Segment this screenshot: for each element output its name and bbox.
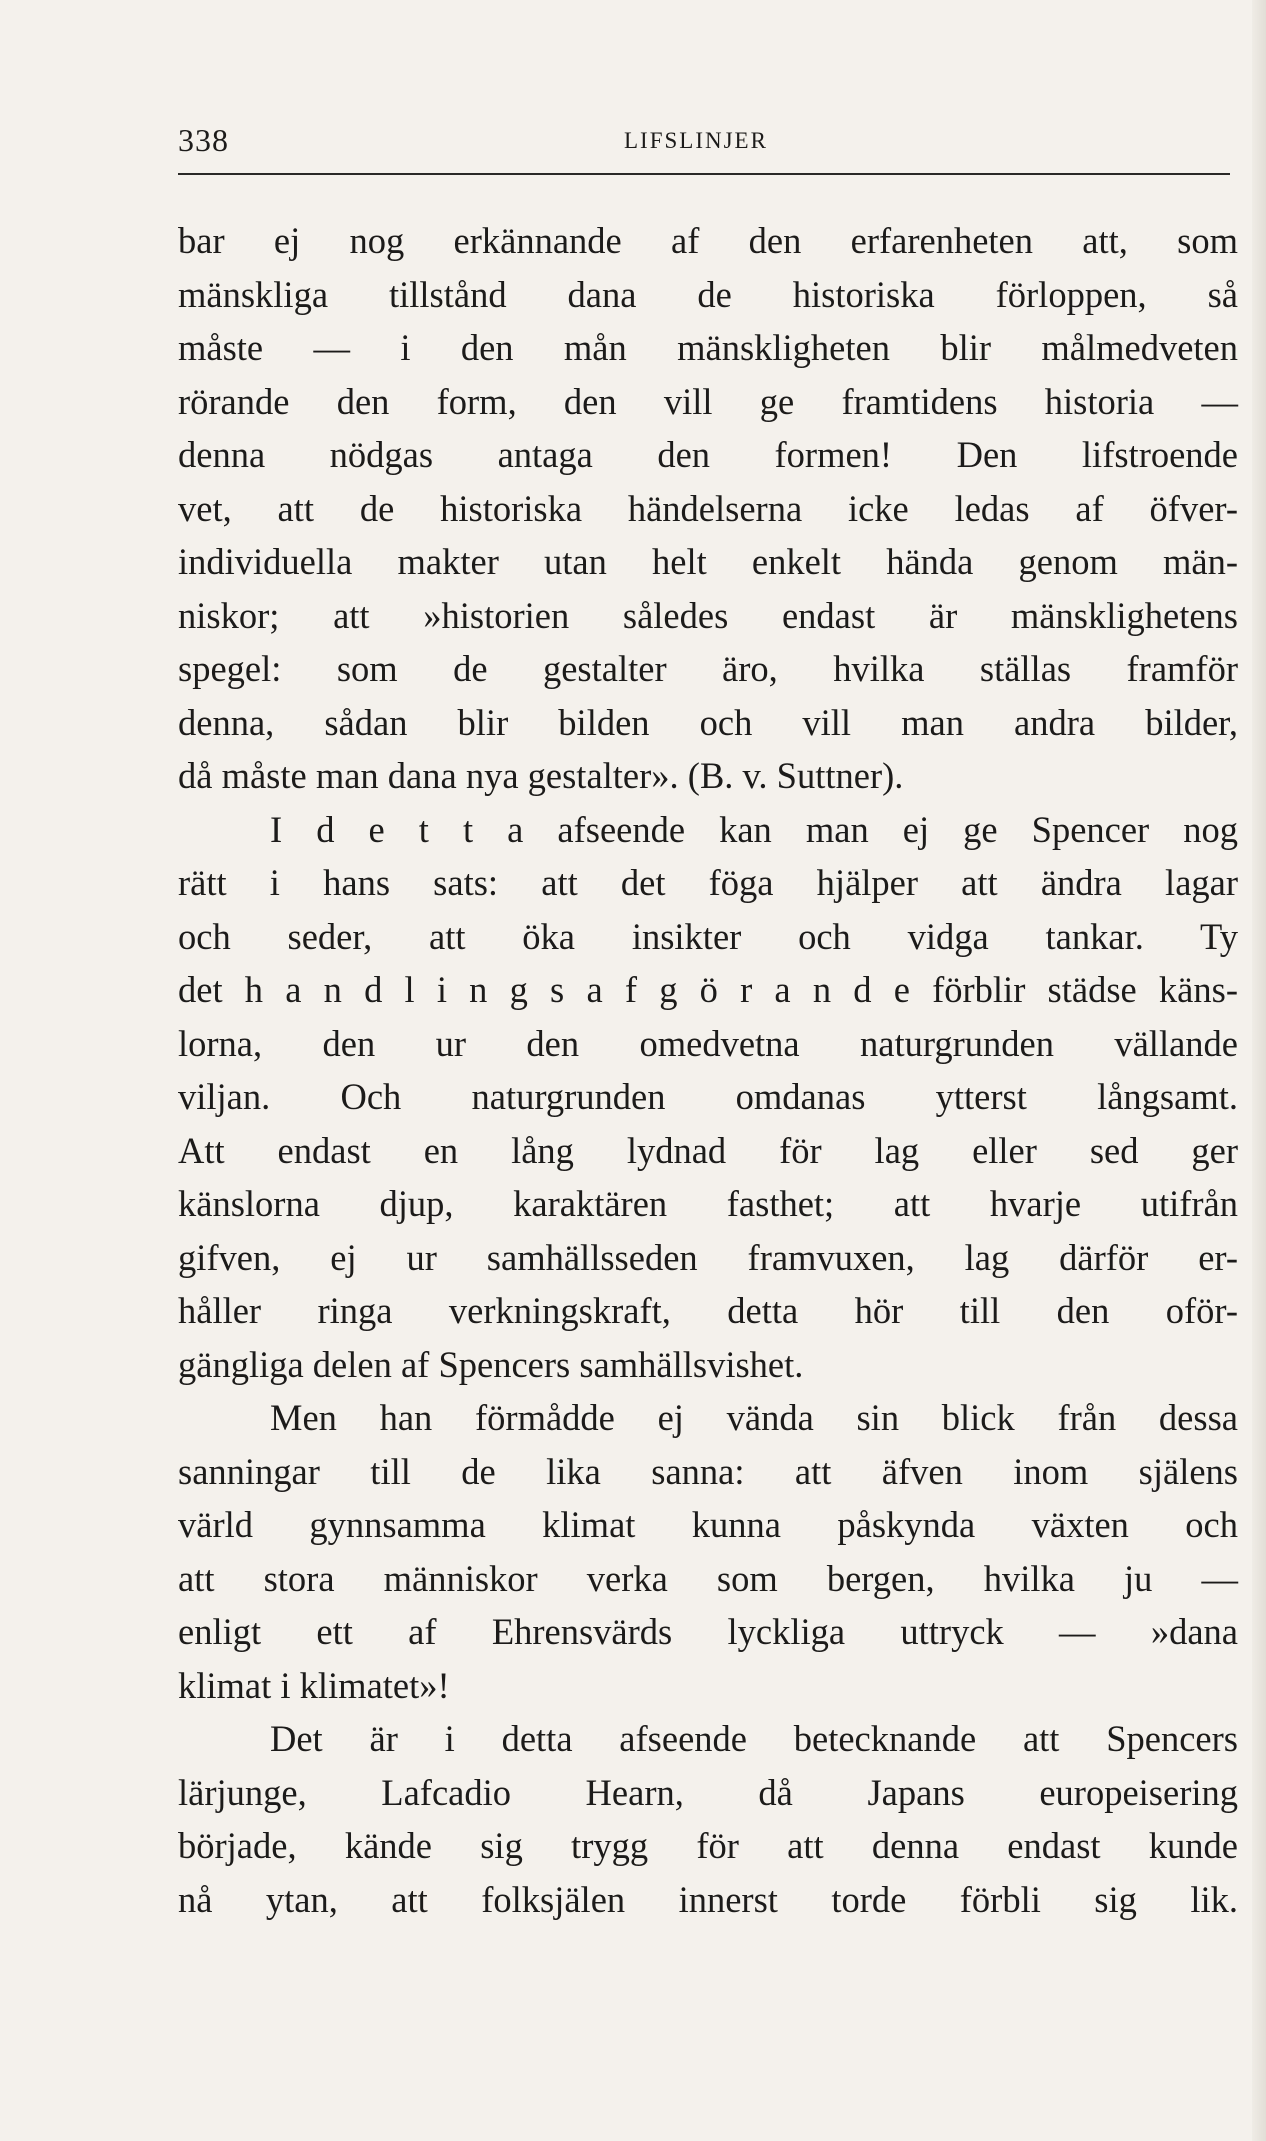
page-header	[178, 122, 1230, 168]
text-line: gängliga delen af Spencers samhällsvishet.	[178, 1343, 804, 1385]
text-line: måste — i den mån mänskligheten blir målmedveten	[178, 327, 1238, 368]
text-line: mänskliga tillstånd dana de historiska förloppen, så	[178, 273, 1238, 315]
text-line: enligt ett af Ehrensvärds lyckliga uttryck — »dana	[178, 1611, 1238, 1652]
text-line: bar ej nog erkännande af den erfarenheten att, som	[178, 220, 1238, 261]
text-line: sanningar till de lika sanna: att äfven inom själens	[178, 1450, 1238, 1492]
text-line: Men han förmådde ej vända sin blick från dessa	[270, 1397, 1238, 1438]
text-line: och seder, att öka insikter och vidga tankar. Ty	[178, 915, 1238, 957]
text-line: Det är i detta afseende betecknande att Spencers	[270, 1718, 1238, 1759]
text-line: det h a n d l i n g s a f g ö r a n d e förblir städse käns-	[178, 969, 1238, 1010]
text-line: lorna, den ur den omedvetna naturgrunden vällande	[178, 1022, 1238, 1064]
running-head: LIFSLINJER	[624, 128, 768, 153]
text-line: känslorna djup, karaktären fasthet; att hvarje utifrån	[178, 1183, 1238, 1224]
text-line: spegel: som de gestalter äro, hvilka ställas framför	[178, 648, 1238, 689]
text-line: håller ringa verkningskraft, detta hör till den oför-	[178, 1290, 1238, 1331]
body-text	[178, 214, 1238, 1926]
text-line: att stora människor verka som bergen, hvilka ju —	[178, 1557, 1238, 1599]
text-line: då måste man dana nya gestalter». (B. v. Suttner).	[178, 755, 904, 796]
text-line: rörande den form, den vill ge framtidens historia —	[178, 380, 1238, 422]
text-line: gifven, ej ur samhällsseden framvuxen, lag därför er-	[178, 1236, 1238, 1278]
text-line: lärjunge, Lafcadio Hearn, då Japans europeisering	[178, 1771, 1238, 1813]
text-line: värld gynnsamma klimat kunna påskynda växten och	[178, 1504, 1238, 1545]
text-line: denna, sådan blir bilden och vill man andra bilder,	[178, 701, 1238, 743]
text-line: individuella makter utan helt enkelt hända genom män-	[178, 541, 1238, 582]
text-line: rätt i hans sats: att det föga hjälper att ändra lagar	[178, 862, 1238, 903]
text-line: viljan. Och naturgrunden omdanas ytterst långsamt.	[178, 1076, 1238, 1117]
text-line: vet, att de historiska händelserna icke ledas af öfver-	[178, 487, 1238, 529]
text-line: började, kände sig trygg för att denna endast kunde	[178, 1825, 1238, 1866]
text-line: klimat i klimatet»!	[178, 1664, 450, 1706]
text-line: niskor; att »historien således endast är mänsklighetens	[178, 594, 1238, 636]
text-line: I d e t t a afseende kan man ej ge Spencer nog	[270, 808, 1238, 850]
page-number: 338	[178, 122, 229, 158]
text-line: nå ytan, att folksjälen innerst torde förbli sig lik.	[178, 1878, 1238, 1920]
page-edge	[1252, 0, 1266, 2141]
header-rule	[178, 173, 1230, 175]
text-line: denna nödgas antaga den formen! Den lifstroende	[178, 434, 1238, 475]
text-line: Att endast en lång lydnad för lag eller sed ger	[178, 1129, 1238, 1171]
